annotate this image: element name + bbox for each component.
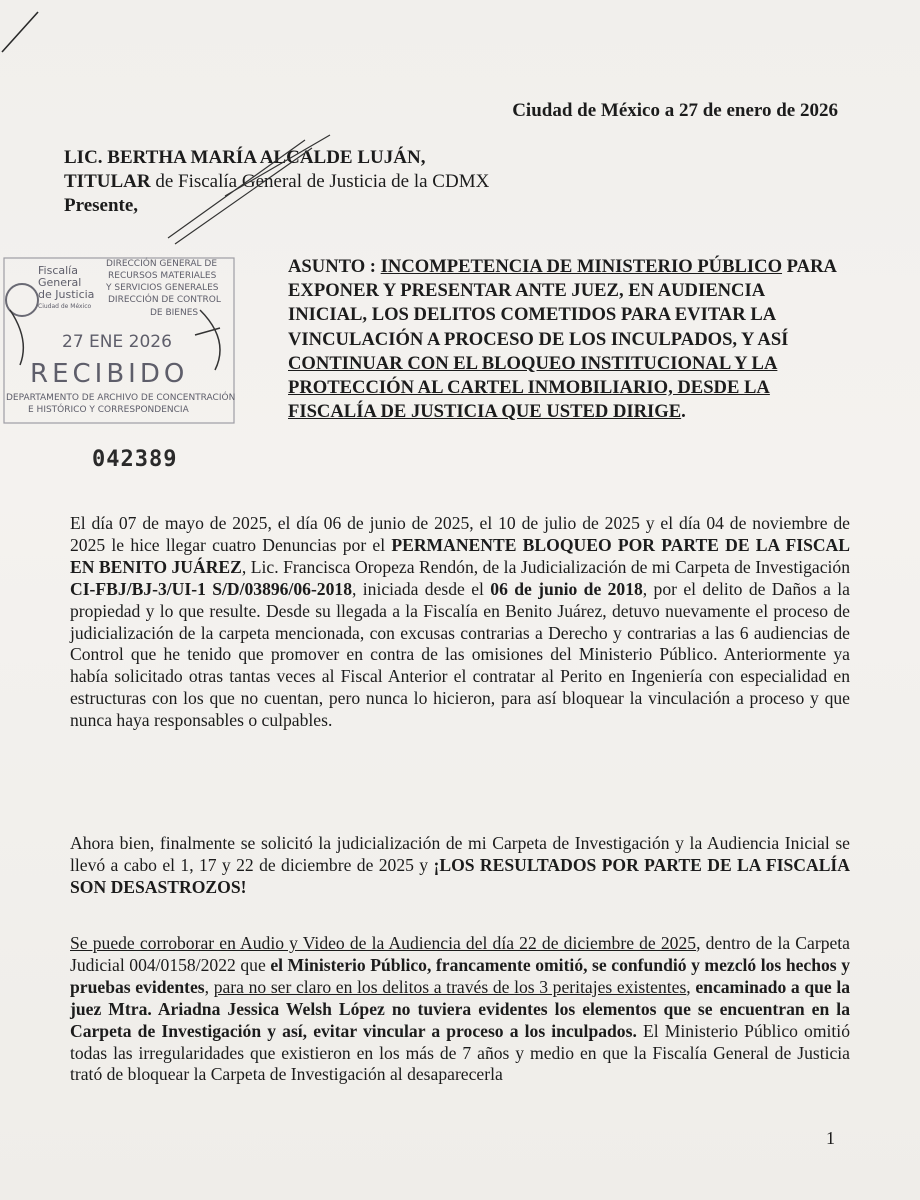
p2-text-1: Ahora bien, finalmente se solicitó la judicialización de mi Carpeta de Investigación y la Audiencia Inicial se llevó a cabo el 1, 17 y 22 de diciembre de 2025 y	[70, 833, 850, 875]
p1-bold-3: 06 de junio de 2018	[490, 578, 643, 599]
addressee-name: LIC. BERTHA MARÍA ALCALDE LUJÁN,	[64, 147, 426, 168]
subject-label: ASUNTO :	[288, 256, 381, 277]
p3-text-3: ,	[686, 976, 696, 997]
p1-bold-2: CI-FBJ/BJ-3/UI-1 S/D/03896/06-2018	[70, 578, 352, 599]
paragraph-3	[70, 933, 850, 1086]
stamp-org-line3: de Justicia	[38, 288, 95, 301]
p1-bold-1: PERMANENTE BLOQUEO POR PARTE DE LA FISCAL EN BENITO JUÁREZ	[70, 534, 850, 577]
stamp-dept-line2: RECURSOS MATERIALES	[108, 271, 217, 281]
stamp-date: 27 ENE 2026	[62, 332, 172, 352]
p3-underlined-1: Se puede corroborar en Audio y Video de la Audiencia del día 22 de diciembre de 2025	[70, 933, 697, 953]
addressee-title-rest: de Fiscalía General de Justicia de la CDMX	[150, 171, 490, 192]
stamp-dept-line1: DIRECCIÓN GENERAL DE	[106, 259, 218, 269]
p2-bold-1: ¡LOS RESULTADOS POR PARTE DE LA FISCALÍA SON DESASTROZOS!	[70, 854, 850, 897]
p3-bold-2: encaminado a que la juez Mtra. Ariadna Jessica Welsh López no tuviera evidentes los elementos que se encuentran en la Carpeta de Investigación y así, evitar vincular a proceso a los inculpados.	[70, 976, 851, 1041]
p1-text-2: , Lic. Francisca Oropeza Rendón, de la Judicialización de mi Carpeta de Investigación	[241, 556, 850, 577]
p3-text-2: ,	[204, 976, 214, 997]
subject-block	[288, 255, 843, 424]
p1-text-4: , por el delito de Daños a la propiedad y lo que resulte. Desde su llegada a la Fiscalía en Benito Juárez, detuvo nuevamente el proceso de judicialización de la carpeta mencionada, con excusas contrarias a Derecho y contrarias a las 6 audiencias de Control que he tenido que promover en contra de las omisiones del Ministerio Público. Anteriormente ya había solicitado otras tantas veces al Fiscal Anterior el contratar al Perito en Ingeniería con especialidad en estructuras con los que no cuentan, pero nunca lo hicieron, para así bloquear la vinculación a proceso y que nunca haya responsables o culpables.	[70, 578, 850, 731]
addressee-greeting: Presente,	[64, 195, 139, 216]
subject-text-1: PARA EXPONER Y PRESENTAR ANTE JUEZ, EN AUDIENCIA INICIAL, LOS DELITOS COMETIDOS PARA EVITAR LA VINCULACIÓN A PROCESO DE LOS INCULPADOS, Y ASÍ	[288, 256, 836, 350]
p1-text-3: , iniciada desde el	[352, 578, 491, 599]
stamp-received: RECIBIDO	[30, 359, 189, 389]
p3-underlined-2: para no ser claro en los delitos a través de los 3 peritajes existentes	[213, 976, 687, 997]
stamp-dept-line4: DIRECCIÓN DE CONTROL	[108, 295, 221, 305]
subject-text-2: .	[681, 401, 686, 423]
document-date: Ciudad de México a 27 de enero de 2026	[512, 100, 838, 121]
stamp-footer-line1: DEPARTAMENTO DE ARCHIVO DE CONCENTRACIÓN	[6, 393, 236, 403]
paragraph-1	[70, 513, 850, 732]
received-stamp	[0, 240, 245, 440]
p3-text-1: , dentro de la Carpeta Judicial 004/0158/2022 que	[70, 933, 850, 975]
stamp-dept-line5: DE BIENES	[150, 308, 199, 318]
subject-underlined-2: CONTINUAR CON EL BLOQUEO INSTITUCIONAL Y LA PROTECCIÓN AL CARTEL INMOBILIARIO, DESDE LA FISCALÍA DE JUSTICIA QUE USTED DIRIGE	[288, 352, 778, 423]
stamp-org-line2: General	[38, 276, 82, 289]
p3-text-4: El Ministerio Público omitió todas las irregularidades que existieron en los más de 7 años y medio en que la Fiscalía General de Justicia trató de bloquear la Carpeta de Investigación al desaparecerla	[70, 1020, 850, 1085]
page-number: 1	[826, 1128, 835, 1148]
paragraph-2	[70, 833, 850, 899]
addressee-title-bold: TITULAR	[64, 171, 151, 192]
p3-bold-1: el Ministerio Público, francamente omitió, se confundió y mezcló los hechos y pruebas evidentes	[70, 954, 850, 997]
p1-text-1: El día 07 de mayo de 2025, el día 06 de junio de 2025, el 10 de julio de 2025 y el día 04 de noviembre de 2025 le hice llegar cuatro Denuncias por el	[70, 513, 850, 555]
subject-underlined-1: INCOMPETENCIA DE MINISTERIO PÚBLICO	[380, 256, 783, 277]
stamp-footer-line2: E HISTÓRICO Y CORRESPONDENCIA	[28, 405, 189, 415]
stamp-dept-line3: Y SERVICIOS GENERALES	[106, 283, 219, 293]
stamp-org-line1: Fiscalía	[38, 264, 78, 277]
folio-number: 042389	[92, 447, 178, 472]
stamp-org-line4: Ciudad de México	[38, 303, 92, 310]
